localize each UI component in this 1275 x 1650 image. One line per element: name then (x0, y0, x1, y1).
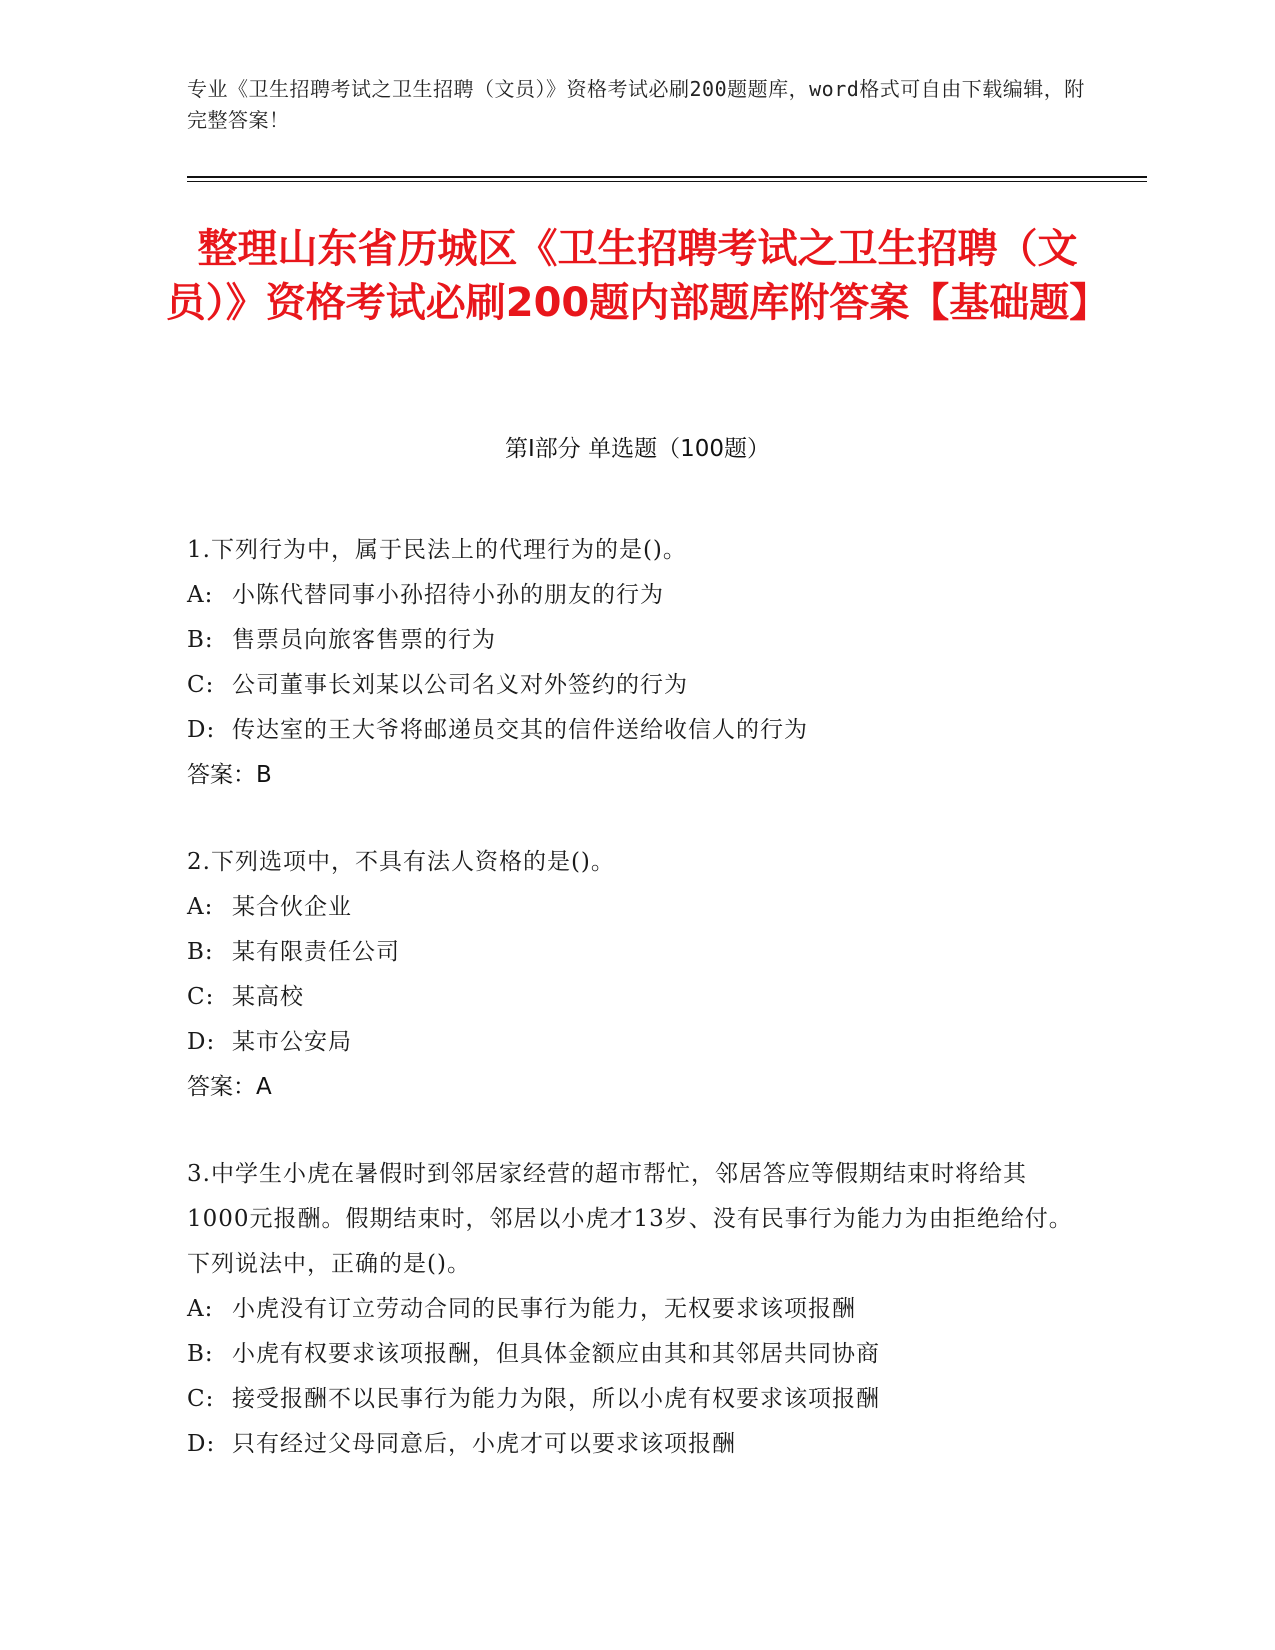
question-stem: 2.下列选项中，不具有法人资格的是()。 (187, 849, 615, 875)
option-text: 某有限责任公司 (232, 939, 400, 965)
answer-line: 答案：B (187, 762, 272, 788)
question-stem: 1.下列行为中，属于民法上的代理行为的是()。 (187, 537, 687, 563)
header-divider-thin (187, 181, 1147, 182)
option-b (187, 1332, 1087, 1377)
question-stem: 3.中学生小虎在暑假时到邻居家经营的超市帮忙，邻居答应等假期结束时将给其1000元报酬。假期结束时，邻居以小虎才13岁、没有民事行为能力为由拒绝给付。下列说法中，正确的是()。 (187, 1161, 1073, 1277)
option-text: 小虎没有订立劳动合同的民事行为能力，无权要求该项报酬 (232, 1296, 856, 1322)
question-item (187, 1152, 1087, 1467)
option-a (187, 885, 1087, 930)
document-title: 整理山东省历城区《卫生招聘考试之卫生招聘（文员）》资格考试必刷200题内部题库附答案【基础题】 (165, 226, 1110, 326)
option-key: A: (187, 1296, 214, 1322)
option-key: B: (187, 1341, 214, 1367)
option-d (187, 1020, 1087, 1065)
option-text: 某高校 (232, 984, 304, 1010)
section-heading: 第Ⅰ部分 单选题（100题） (505, 436, 770, 462)
option-a (187, 573, 1087, 618)
header-divider-thick (187, 176, 1147, 178)
question-item (187, 528, 1087, 798)
option-text: 小虎有权要求该项报酬，但具体金额应由其和其邻居共同协商 (232, 1341, 880, 1367)
option-key: D: (187, 717, 216, 743)
option-key: A: (187, 582, 214, 608)
header-note: 专业《卫生招聘考试之卫生招聘（文员）》资格考试必刷200题题库，word格式可自由下载编辑，附完整答案！ (187, 77, 1085, 132)
option-key: C: (187, 984, 215, 1010)
option-key: A: (187, 894, 214, 920)
option-text: 小陈代替同事小孙招待小孙的朋友的行为 (232, 582, 664, 608)
option-c (187, 975, 1087, 1020)
option-c (187, 663, 1087, 708)
option-text: 传达室的王大爷将邮递员交其的信件送给收信人的行为 (232, 717, 808, 743)
question-list (187, 528, 1087, 1509)
option-key: B: (187, 627, 214, 653)
option-d (187, 708, 1087, 753)
option-key: D: (187, 1029, 216, 1055)
option-key: C: (187, 1386, 215, 1412)
option-text: 某合伙企业 (232, 894, 352, 920)
option-key: B: (187, 939, 214, 965)
answer-line: 答案：A (187, 1074, 272, 1100)
option-c (187, 1377, 1087, 1422)
option-text: 只有经过父母同意后，小虎才可以要求该项报酬 (232, 1431, 736, 1457)
option-b (187, 930, 1087, 975)
option-a (187, 1287, 1087, 1332)
option-text: 售票员向旅客售票的行为 (232, 627, 496, 653)
option-key: D: (187, 1431, 216, 1457)
question-item (187, 840, 1087, 1110)
option-d (187, 1422, 1087, 1467)
option-b (187, 618, 1087, 663)
option-key: C: (187, 672, 215, 698)
option-text: 公司董事长刘某以公司名义对外签约的行为 (232, 672, 688, 698)
option-text: 某市公安局 (232, 1029, 352, 1055)
option-text: 接受报酬不以民事行为能力为限，所以小虎有权要求该项报酬 (232, 1386, 880, 1412)
